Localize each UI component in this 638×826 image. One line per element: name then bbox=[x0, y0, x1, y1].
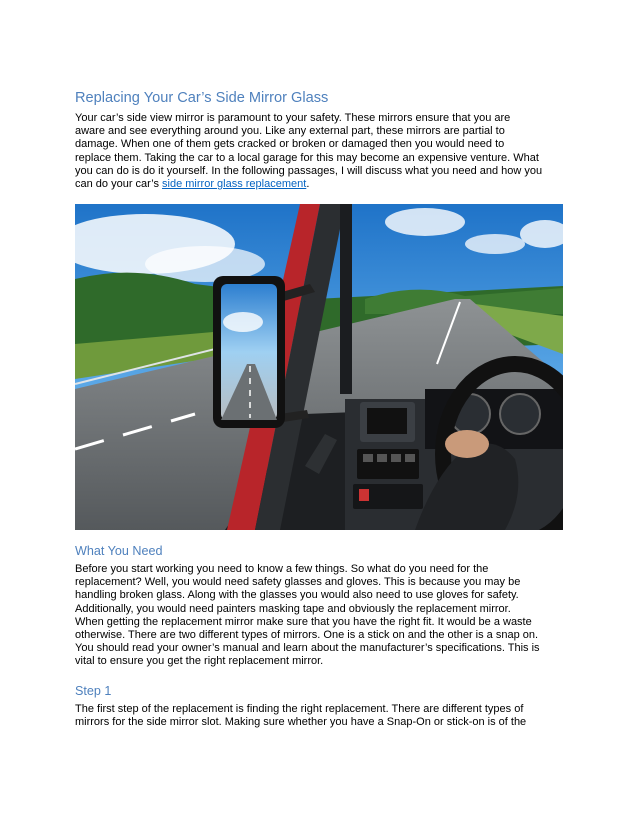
intro-paragraph bbox=[75, 112, 575, 191]
step-1-heading: Step 1 bbox=[75, 684, 112, 698]
paragraph-line: Before you start working you need to know a few things. So what do you need for the bbox=[75, 563, 489, 575]
paragraph-line: You should read your owner’s manual and learn about the manufacturer’s specifications. This is bbox=[75, 642, 540, 655]
truck-cab-photo bbox=[75, 204, 563, 530]
what-you-need-paragraph bbox=[75, 563, 575, 669]
paragraph-line: otherwise. There are two different types of mirrors. One is a stick on and the other is a snap on. bbox=[75, 629, 539, 642]
side-mirror-glass-replacement-link[interactable]: side mirror glass replacement bbox=[162, 178, 307, 191]
intro-line: replace them. Taking the car to a local garage for this may become an expensive venture. What bbox=[75, 151, 539, 164]
paragraph-line: handling broken glass. Along with the glasses you would also need to use gloves for safety. bbox=[75, 589, 519, 602]
what-you-need-heading: What You Need bbox=[75, 544, 163, 558]
paragraph-line: vital to ensure you get the right replacement mirror. bbox=[75, 655, 324, 668]
article-title: Replacing Your Car’s Side Mirror Glass bbox=[75, 90, 329, 106]
intro-line-last bbox=[75, 178, 575, 191]
intro-line: aware and see everything around you. Like any external part, these mirrors are partial to bbox=[75, 125, 505, 138]
intro-line: you can do is do it yourself. In the following passages, I will discuss what you need and how you bbox=[75, 164, 543, 177]
step-1-paragraph bbox=[75, 703, 575, 729]
intro-line: damage. When one of them gets cracked or broken or damaged then you would need to bbox=[75, 138, 505, 151]
paragraph-line: replacement? Well, you would need safety glasses and gloves. This is because you may be bbox=[75, 576, 521, 589]
intro-line: Your car’s side view mirror is paramount to your safety. These mirrors ensure that you are bbox=[75, 112, 511, 124]
intro-text-before-link: can do your car’s bbox=[75, 178, 163, 191]
paragraph-line: When getting the replacement mirror make sure that you have the right fit. It would be a waste bbox=[75, 615, 532, 628]
paragraph-line: mirrors for the side mirror slot. Making sure whether you have a Snap-On or stick-on is of the bbox=[75, 716, 527, 729]
paragraph-line: The first step of the replacement is finding the right replacement. There are different types of bbox=[75, 703, 524, 715]
paragraph-line: Additionally, you would need painters masking tape and obviously the replacement mirror. bbox=[75, 602, 511, 615]
intro-text-after-link: . bbox=[306, 178, 310, 191]
